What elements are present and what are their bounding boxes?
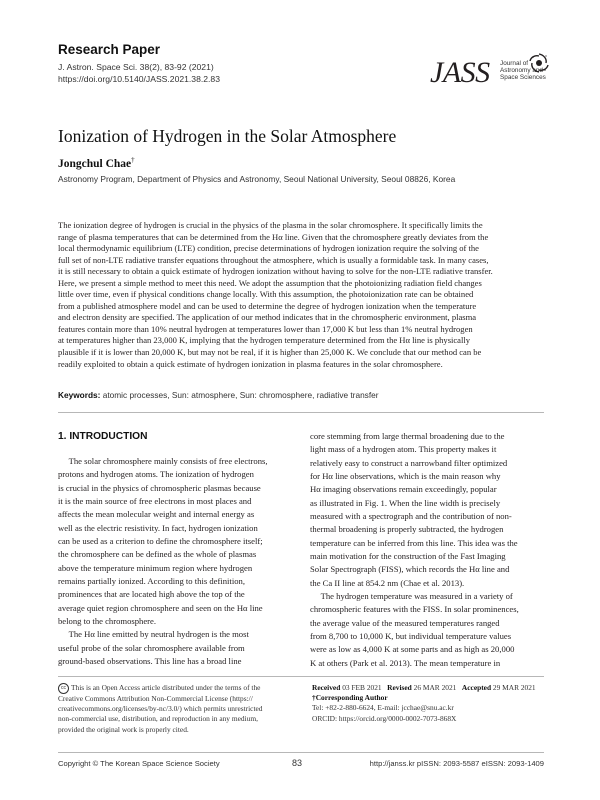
paragraph-line: the average value of the measured temperatures ranged	[310, 617, 500, 628]
paragraph-line: measured with a spectrograph and the contribution of non-	[310, 510, 512, 521]
open-access-line: creativecommons.org/licenses/by-nc/3.0/) which permits unrestricted	[58, 704, 263, 714]
paragraph-line: were as low as 4,000 K at some parts and as high as 20,000	[310, 644, 515, 655]
paragraph-line: remains partially ionized. According to this definition,	[58, 575, 245, 586]
paragraph-line: K at others (Park et al. 2013). The mean temperature in	[310, 657, 501, 668]
abstract-line: range of plasma temperatures that can be determined from the Hα line. Given that the chromosphere greatly deviates from the	[58, 231, 489, 242]
open-access-text: This is an Open Access article distributed under the terms of the	[71, 683, 261, 693]
logo-abbrev: JASS	[430, 56, 490, 89]
body-column-left	[58, 455, 292, 668]
paragraph-line: the Ca II line at 854.2 nm (Chae et al. 2013).	[310, 577, 465, 588]
paragraph-line: chromospheric features with the FISS. In solar prominences,	[310, 604, 519, 615]
paragraph-line: The Hα line emitted by neutral hydrogen is the most	[58, 629, 249, 640]
paragraph-line: temperature can be inferred from this line. This idea was the	[310, 537, 518, 548]
paragraph-line: prominences that are located high above the top of the	[58, 589, 245, 600]
keywords-text: atomic processes, Sun: atmosphere, Sun: chromosphere, radiative transfer	[102, 390, 379, 400]
paragraph-line: Hα imaging observations remain exceedingly, popular	[310, 484, 497, 495]
paragraph-line: main motivation for the construction of the Fast Imaging	[310, 550, 506, 561]
accepted-date: 29 MAR 2021	[492, 683, 536, 692]
open-access-line: non-commercial use, distribution, and reproduction in any medium,	[58, 714, 258, 724]
author-line	[58, 156, 135, 170]
open-access-line	[58, 683, 298, 694]
paper-title: Ionization of Hydrogen in the Solar Atmosphere	[58, 126, 397, 146]
paragraph-line: The solar chromosphere mainly consists of free electrons,	[58, 456, 268, 466]
paragraph-line: as illustrated in Fig. 1. When the line width is precisely	[310, 497, 501, 508]
logo-line-2: Astronomy and	[500, 67, 543, 74]
orcid-link[interactable]: ORCID: https://orcid.org/0000-0002-7073-868X	[312, 713, 457, 723]
logo-line-1: Journal of	[500, 60, 529, 67]
page-number: 83	[292, 758, 303, 768]
contact-info: Tel: +82-2-880-6624, E-mail: jcchae@snu.ac.kr	[312, 703, 454, 713]
doi-link[interactable]: https://doi.org/10.5140/JASS.2021.38.2.83	[58, 74, 220, 84]
abstract-line: and electron density are specified. The application of our method indicates that in the chromospheric environment, plasma	[58, 312, 477, 323]
paragraph-line: above the temperature minimum region where hydrogen	[58, 562, 253, 573]
author-name: Jongchul Chae	[58, 157, 132, 170]
paragraph-line: protons and hydrogen atoms. The ionization of hydrogen	[58, 469, 254, 480]
corresponding-author-label: †Corresponding Author	[312, 693, 388, 703]
paragraph-line: Solar Spectrograph (FISS), which records the Hα line and	[310, 564, 510, 575]
revised-date: 26 MAR 2021	[413, 683, 457, 692]
abstract-line: it is still necessary to obtain a quick estimate of hydrogen ionization without having to solve for the non-LTE radiative transfer.	[58, 266, 493, 277]
paper-type-label: Research Paper	[58, 42, 161, 57]
logo-galaxy-icon	[528, 52, 550, 74]
open-access-note	[58, 683, 298, 735]
abstract-line: from a published atmosphere model and can be used to determine the degree of hydrogen ionization when the temperature	[58, 300, 477, 311]
abstract-line: readily exploited to obtain a quick estimate of hydrogen ionization in plasma features in the solar chromosphere.	[58, 358, 443, 369]
abstract-line: full set of non-LTE radiative transfer equations throughout the atmosphere, which is usually a formidable task. In many cases,	[58, 254, 489, 265]
keywords	[58, 390, 379, 400]
paragraph-line: can be used as a criterion to define the chromosphere itself;	[58, 535, 263, 546]
author-affiliation: Astronomy Program, Department of Physics and Astronomy, Seoul National University, Seoul 08826, Korea	[58, 174, 456, 184]
abstract-line: little over time, even if physical conditions change locally. With this assumption, the photoionization rate can be obtained	[58, 289, 474, 300]
journal-issn: http://janss.kr pISSN: 2093-5587 eISSN: 2093-1409	[369, 759, 544, 768]
logo-line-3: Space Sciences	[500, 74, 546, 81]
open-access-line: Creative Commons Attribution Non-Commercial License (https://	[58, 694, 253, 703]
paragraph-line: it is the main source of free electrons in most places and	[58, 495, 252, 506]
paragraph-line: for Hα line observations, which is the main reason why	[310, 470, 501, 481]
body-column-right	[310, 430, 544, 670]
paragraph-line: is crucial in the physics of chromospheric plasmas because	[58, 482, 261, 493]
abstract-line: plausible if it is lower than 20,000 K, but may not be real, if it is higher than 25,000 K. We conclude that our method can be	[58, 347, 482, 358]
paragraph-line: well as the electric resistivity. In fact, hydrogen ionization	[58, 522, 258, 533]
corresponding-mark: †	[131, 156, 135, 164]
journal-logo	[430, 50, 550, 100]
paragraph-line: light mass of a hydrogen atom. This property makes it	[310, 444, 497, 455]
abstract-line: at temperatures higher than 23,000 K, implying that the hydrogen temperature determined from the Hα line is physically	[58, 335, 471, 346]
paragraph-line: core stemming from large thermal broadening due to the	[310, 431, 505, 441]
paragraph-line: relatively easy to construct a narrowband filter optimized	[310, 457, 508, 468]
paragraph-line: useful probe of the solar chromosphere available from	[58, 642, 245, 653]
abstract-line: features contain more than 10% neutral hydrogen at temperatures lower than 17,000 K but less than 1% neutral hydrogen	[58, 323, 473, 334]
revised-label: Revised	[387, 683, 412, 692]
paragraph-line: affects the mean molecular weight and internal energy as	[58, 509, 255, 520]
footer-divider	[58, 752, 544, 753]
footnote-divider	[58, 676, 544, 677]
paragraph-line: belong to the chromosphere.	[58, 615, 157, 626]
abstract-line: Here, we present a simple method to meet this need. We adopt the assumption that the photoionizing radiation field changes	[58, 277, 482, 288]
paragraph-line: thermal broadening is properly subtracted, the hydrogen	[310, 524, 504, 535]
paragraph-line: the chromosphere can be defined as the whole of plasmas	[58, 549, 257, 560]
dates-line	[312, 683, 544, 693]
paragraph-line: ground-based observations. This line has a broad line	[58, 655, 242, 666]
abstract	[58, 220, 544, 370]
received-date: 03 FEB 2021	[342, 683, 382, 692]
section-divider	[58, 412, 544, 413]
paragraph-line: average quiet region chromosphere and seen on the Hα line	[58, 602, 263, 613]
paragraph-line: The hydrogen temperature was measured in a variety of	[310, 590, 513, 601]
keywords-label: Keywords:	[58, 390, 101, 400]
creative-commons-icon: cc	[58, 683, 69, 694]
paragraph-line: from 8,700 to 10,000 K, but individual temperature values	[310, 630, 512, 641]
copyright-notice: Copyright © The Korean Space Science Society	[58, 759, 220, 768]
abstract-line: local thermodynamic equilibrium (LTE) condition, precise determinations of hydrogen ionization require the solving of the	[58, 243, 479, 254]
open-access-line: provided the original work is properly cited.	[58, 724, 189, 734]
article-dates	[312, 683, 544, 724]
section-heading: 1. INTRODUCTION	[58, 431, 148, 442]
abstract-line: The ionization degree of hydrogen is crucial in the physics of the plasma in the solar chromosphere. It specifically limits the	[58, 220, 483, 230]
received-label: Received	[312, 683, 341, 692]
journal-citation: J. Astron. Space Sci. 38(2), 83-92 (2021)	[58, 62, 214, 72]
accepted-label: Accepted	[461, 683, 492, 692]
